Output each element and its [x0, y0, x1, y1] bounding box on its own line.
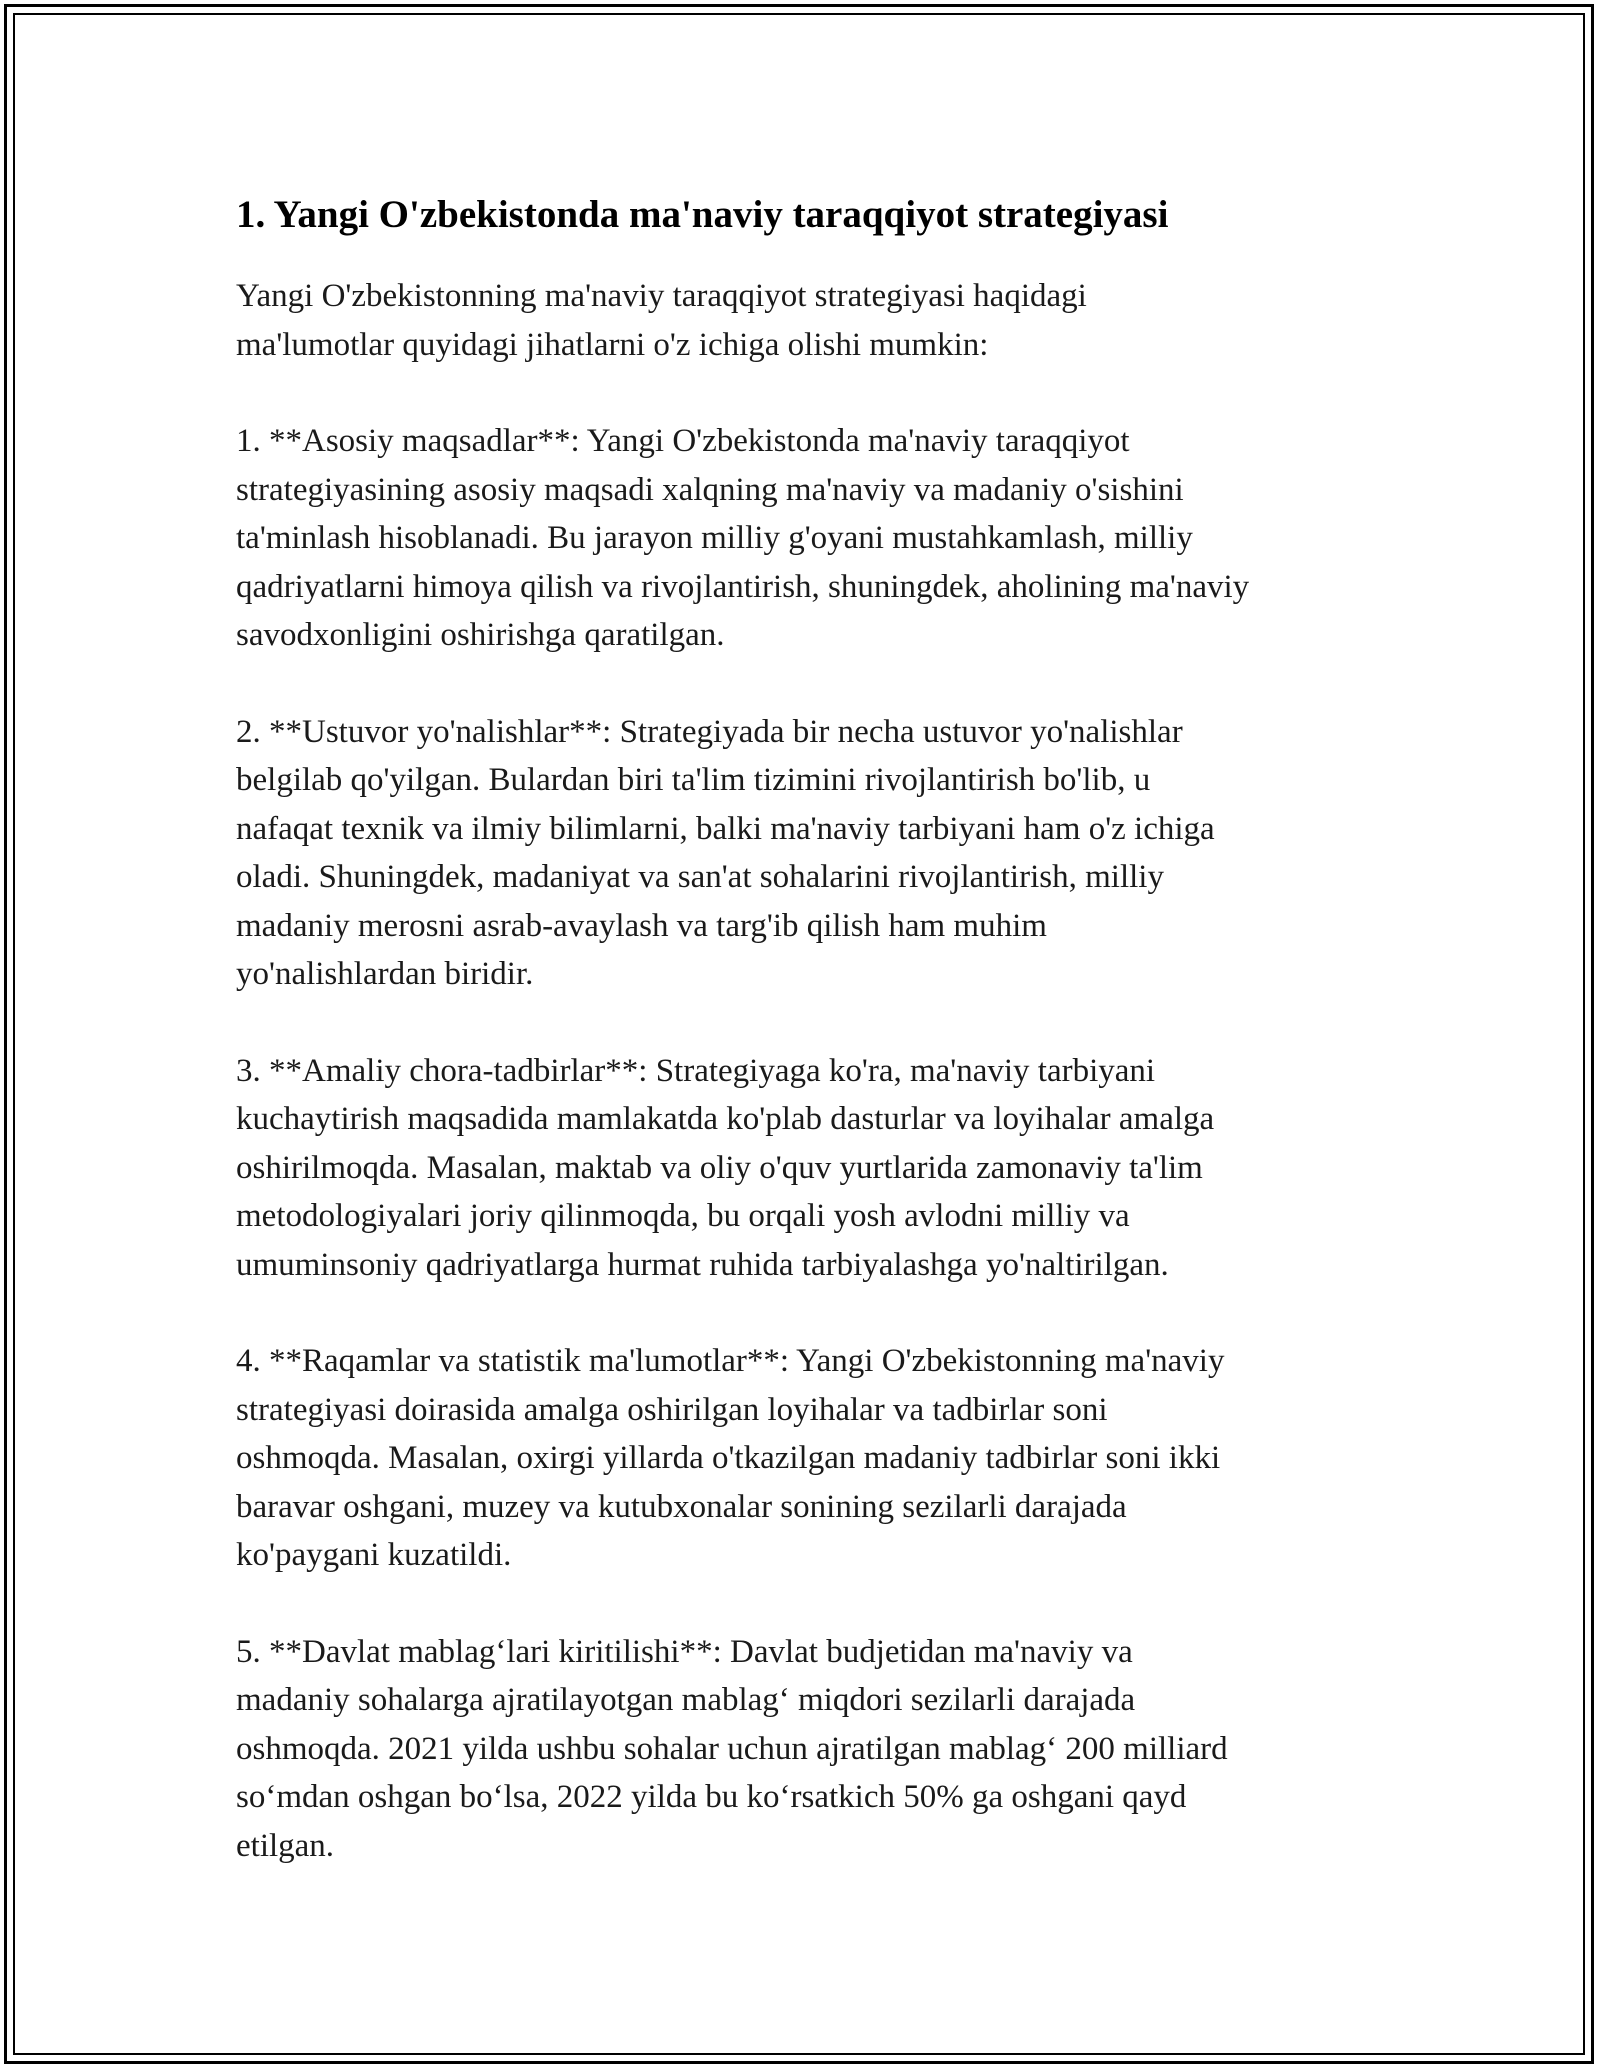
paragraph-ustuvor-yonalishlar: 2. **Ustuvor yo'nalishlar**: Strategiyada bir necha ustuvor yo'nalishlar belgilab qo'yilgan. Bulardan biri ta'lim tizimini rivojlantirish bo'lib, u nafaqat texnik va ilmiy bilimlarni, balki ma'naviy tarbiyani ham o'z ichiga oladi. Shuningdek, madaniyat va san'at sohalarini rivojlantirish, milliy madaniy merosni asrab-avaylash va targ'ib qilish ham muhim yo'nalishlardan biridir.: [236, 713, 1215, 992]
paragraph-amaliy-chora-tadbirlar: 3. **Amaliy chora-tadbirlar**: Strategiyaga ko'ra, ma'naviy tarbiyani kuchaytirish maqsadida mamlakatda ko'plab dasturlar va loyihalar amalga oshirilmoqda. Masalan, maktab va oliy o'quv yurtlarida zamonaviy ta'lim metodologiyalari joriy qilinmoqda, bu orqali yosh avlodni milliy va umuminsoniy qadriyatlarga hurmat ruhida tarbiyalashga yo'naltirilgan.: [236, 1052, 1215, 1283]
paragraph-davlat-mablaglari: 5. **Davlat mablag‘lari kiritilishi**: Davlat budjetidan ma'naviy va madaniy sohalarga ajratilayotgan mablag‘ miqdori sezilarli darajada oshmoqda. 2021 yilda ushbu sohalar uchun ajratilgan mablag‘ 200 milliard so‘mdan oshgan bo‘lsa, 2022 yilda bu ko‘rsatkich 50% ga oshgani qayd etilgan.: [236, 1633, 1228, 1864]
document-body: [236, 185, 1386, 1918]
paragraph-asosiy-maqsadlar: 1. **Asosiy maqsadlar**: Yangi O'zbekistonda ma'naviy taraqqiyot strategiyasining asosiy maqsadi xalqning ma'naviy va madaniy o'sishini ta'minlash hisoblanadi. Bu jarayon milliy g'oyani mustahkamlash, milliy qadriyatlarni himoya qilish va rivojlantirish, shuningdek, aholining ma'naviy savodxonligini oshirishga qaratilgan.: [236, 423, 1250, 653]
document-title: 1. Yangi O'zbekistonda ma'naviy taraqqiyot strategiyasi: [236, 193, 1169, 236]
paragraph-raqamlar-statistika: 4. **Raqamlar va statistik ma'lumotlar**: Yangi O'zbekistonning ma'naviy strategiyasi doirasida amalga oshirilgan loyihalar va tadbirlar soni oshmoqda. Masalan, oxirgi yillarda o'tkazilgan madaniy tadbirlar soni ikki baravar oshgani, muzey va kutubxonalar sonining sezilarli darajada ko'paygani kuzatildi.: [236, 1343, 1225, 1573]
intro-paragraph: Yangi O'zbekistonning ma'naviy taraqqiyot strategiyasi haqidagi ma'lumotlar quyidagi jihatlarni o'z ichiga olishi mumkin:: [236, 278, 1087, 363]
